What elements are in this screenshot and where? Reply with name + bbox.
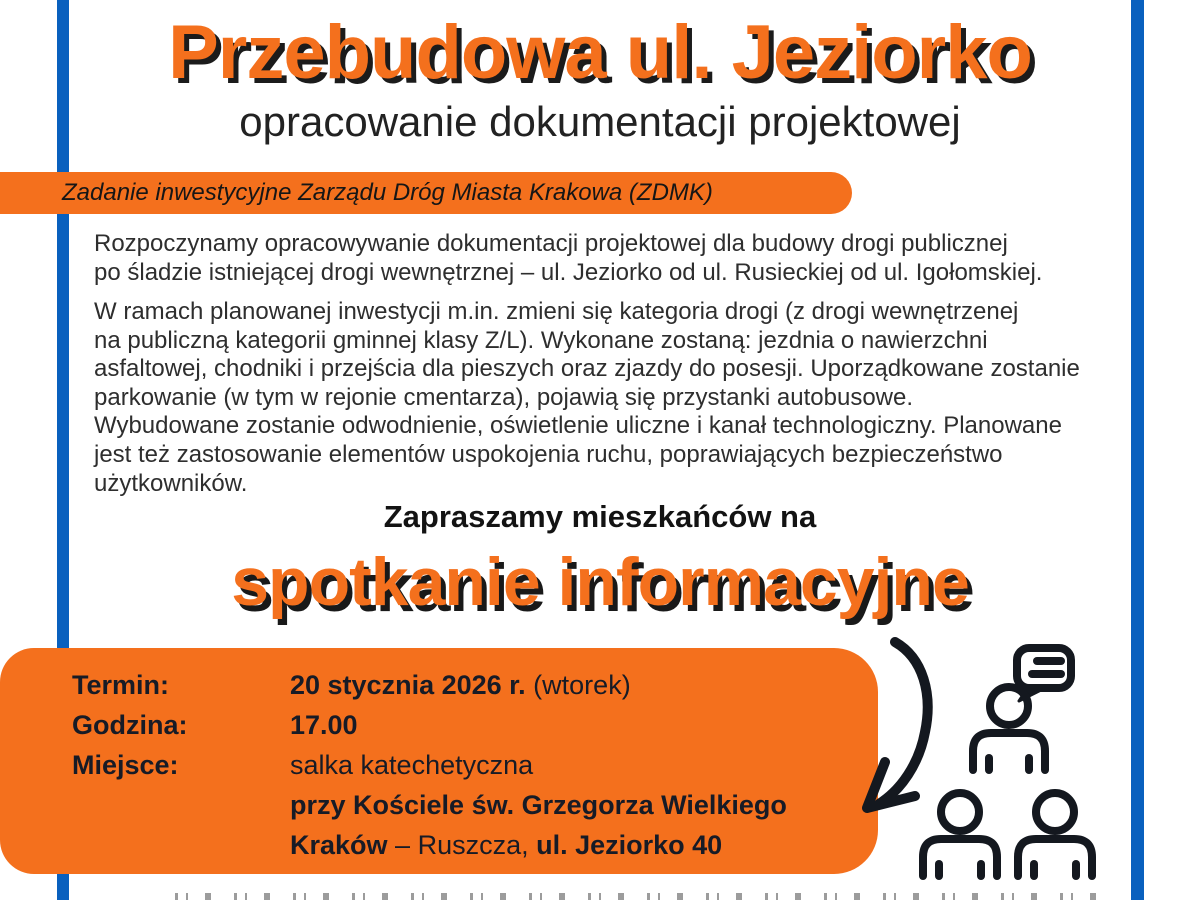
clipped-bottom-text-tops [175, 893, 1105, 900]
investor-banner [0, 172, 852, 214]
date-value-weekday: (wtorek) [525, 670, 631, 700]
investor-banner-text: Zadanie inwestycyjne Zarządu Dróg Miasta Krakowa (ZDMK) [62, 179, 713, 206]
place-value: salka katechetyczna [290, 750, 534, 780]
meeting-details-box [0, 648, 878, 874]
people-group-icon [905, 628, 1105, 888]
meeting-place-row3 [72, 825, 878, 865]
date-value-main: 20 stycznia 2026 r. [290, 670, 526, 700]
date-label: Termin: [72, 670, 170, 700]
place-label-spacer2 [72, 825, 290, 865]
meeting-time-row [72, 705, 878, 745]
time-label: Godzina: [72, 710, 188, 740]
place-address-line [290, 825, 722, 865]
place-church-line: przy Kościele św. Grzegorza Wielkiego [290, 790, 787, 820]
page-title: Przebudowa ul. Jeziorko [168, 9, 1032, 95]
place-label: Miejsce: [72, 750, 179, 780]
place-street: ul. Jeziorko 40 [536, 830, 723, 860]
invite-line: Zapraszamy mieszkańców na [383, 499, 817, 534]
meeting-date-row [72, 665, 878, 705]
meeting-place-row [72, 745, 878, 785]
place-city: Kraków [290, 830, 396, 860]
scope-paragraph: W ramach planowanej inwestycji m.in. zmieni się kategoria drogi (z drogi wewnętrzenej na publiczną kategorii gminnej klasy Z/L). Wykonane zostaną: jezdnia o nawierzchni asfaltowej, chodniki i przejścia dla pieszych oraz zjazdy do posesji. Uporządkowane zostanie parkowanie (w tym w rejonie cmentarza), pojawią się przystanki autobusowe. Wybudowane zostanie odwodnienie, oświetlenie uliczne i kanał technologiczny. Planowane jest też zastosowanie elementów uspokojenia ruchu, poprawiających bezpieczeństwo użytkowników. [94, 298, 1080, 497]
meeting-place-row2 [72, 785, 878, 825]
page-subtitle: opracowanie dokumentacji projektowej [239, 98, 961, 145]
intro-paragraph: Rozpoczynamy opracowywanie dokumentacji projektowej dla budowy drogi publicznej po śladzie istniejącej drogi wewnętrznej – ul. Jeziorko od ul. Rusieckiej od ul. Igołomskiej. [94, 230, 1043, 286]
place-label-spacer [72, 785, 290, 825]
place-district: – Ruszcza, [395, 830, 537, 860]
meeting-headline: spotkanie informacyjne [231, 544, 969, 620]
time-value: 17.00 [290, 710, 358, 740]
date-value [290, 665, 631, 705]
